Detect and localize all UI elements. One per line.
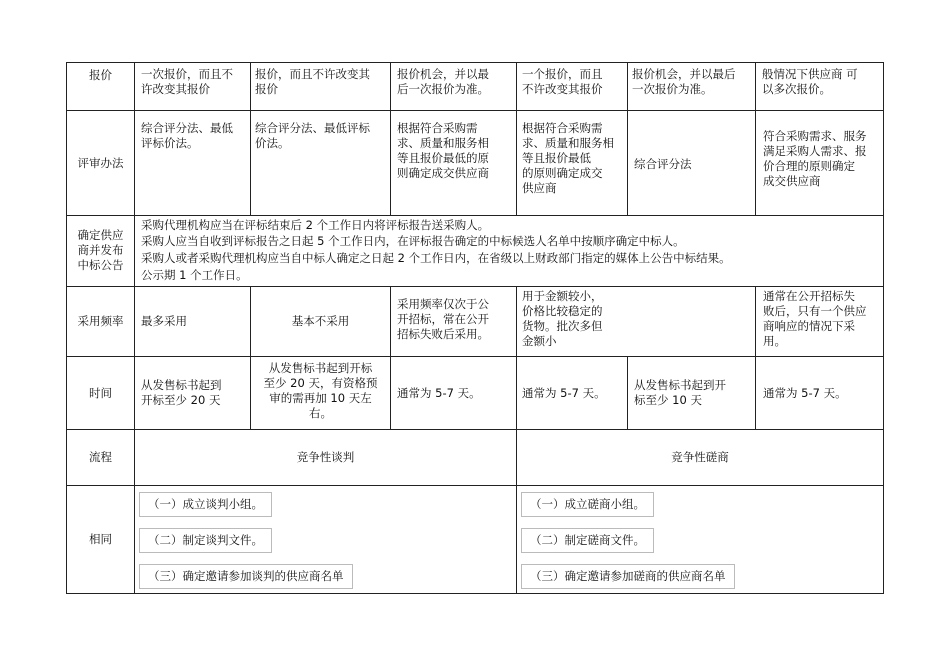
grid-line-col6 [755,62,756,215]
same-step-negotiation-2: （二）制定谈判文件。 [139,528,272,553]
row-label-time: 时间 [89,386,112,400]
grid-line-right [883,62,884,593]
cell-evaluation-1: 综合评分法、最低 评标价法。 [141,121,233,150]
grid-line-bottom [66,593,884,594]
grid-line-row1 [66,110,884,111]
process-competitive-negotiation: 竞争性谈判 [296,450,355,464]
grid-line-col2 [250,62,251,215]
cell-quote-4: 一个报价，而且 不许改变其报价 [522,67,603,96]
cell-frequency-6: 通常在公开招标失 败后，只有一个供应 商响应的情况下采 用。 [763,289,867,348]
cell-frequency-4: 用于金额较小， 价格比较稳定的 货物。批次多但 金额小 [522,289,603,348]
grid-line-col5 [627,62,628,215]
row-label-frequency: 采用频率 [77,314,124,328]
grid-line-label-col [134,62,135,593]
grid-line-col4 [516,62,517,215]
grid-line-col4-lower [516,286,517,593]
cell-quote-2: 报价，而且不许改变其 报价 [255,67,370,96]
cell-evaluation-2: 综合评分法、最低评标 价法。 [255,121,370,150]
row-label-process: 流程 [89,450,112,464]
process-competitive-consultation: 竞争性磋商 [671,450,729,464]
cell-time-6: 通常为 5-7 天。 [763,386,847,400]
cell-quote-3: 报价机会，并以最 后一次报价为准。 [397,67,489,96]
grid-line-col6-lower [755,286,756,429]
row-label-quote: 报价 [89,68,112,82]
cell-frequency-1: 最多采用 [141,314,187,328]
row-label-evaluation: 评审办法 [77,156,124,170]
grid-line-row4 [66,356,884,357]
same-step-consultation-3: （三）确定邀请参加磋商的供应商名单 [521,564,735,589]
same-step-negotiation-1: （一）成立谈判小组。 [139,492,272,517]
grid-line-row2 [66,215,884,216]
same-step-consultation-2: （二）制定磋商文件。 [521,528,654,553]
cell-quote-1: 一次报价，而且不 许改变其报价 [141,67,233,96]
same-step-negotiation-3: （三）确定邀请参加谈判的供应商名单 [139,564,353,589]
cell-quote-6: 般情况下供应商 可 以多次报价。 [762,67,858,96]
cell-evaluation-3: 根据符合采购需 求、质量和服务相 等且报价最低的原 则确定成交供应商 [397,121,489,180]
cell-time-1: 从发售标书起到 开标至少 20 天 [141,378,222,407]
row-label-same: 相同 [89,532,112,546]
cell-frequency-3: 采用频率仅次于公 开招标，常在公开 招标失败后采用。 [397,297,489,341]
grid-line-row3 [66,286,884,287]
grid-line-col3 [390,62,391,215]
cell-time-5: 从发售标书起到开 标至少 10 天 [634,378,726,407]
grid-line-top [66,62,884,63]
grid-line-col5-lower [627,356,628,429]
winner-rule-3: 采购人或者采购代理机构应当自中标人确定之日起 2 个工作日内，在省级以上财政部门指定的媒体上公告中标结果。 [141,251,731,265]
grid-line-col3-lower [390,286,391,429]
grid-line-row6 [66,485,884,486]
cell-quote-5: 报价机会，并以最后 一次报价为准。 [632,67,736,96]
grid-line-row5 [66,429,884,430]
cell-evaluation-6: 符合采购需求、服务 满足采购人需求、报 价合理的原则确定 成交供应商 [763,129,867,188]
cell-evaluation-4: 根据符合采购需 求、质量和服务相 等且报价最低 的原则确定成交 供应商 [522,121,614,195]
winner-rule-2: 采购人应当自收到评标报告之日起 5 个工作日内，在评标报告确定的中标候选人名单中按顺序确定中标人。 [141,234,685,248]
cell-time-3: 通常为 5-7 天。 [397,386,481,400]
cell-evaluation-5: 综合评分法 [634,157,692,171]
same-step-consultation-1: （一）成立磋商小组。 [521,492,654,517]
winner-rule-4: 公示期 1 个工作日。 [141,268,248,282]
row-label-winner: 确定供应 商并发布 中标公告 [77,228,124,272]
cell-time-4: 通常为 5-7 天。 [522,386,606,400]
cell-time-2: 从发售标书起到开标 至少 20 天，有资格预 审的需再加 10 天左 右。 [263,361,378,420]
cell-frequency-2: 基本不采用 [291,314,350,328]
winner-rule-1: 采购代理机构应当在评标结束后 2 个工作日内将评标报告送采购人。 [141,218,490,232]
